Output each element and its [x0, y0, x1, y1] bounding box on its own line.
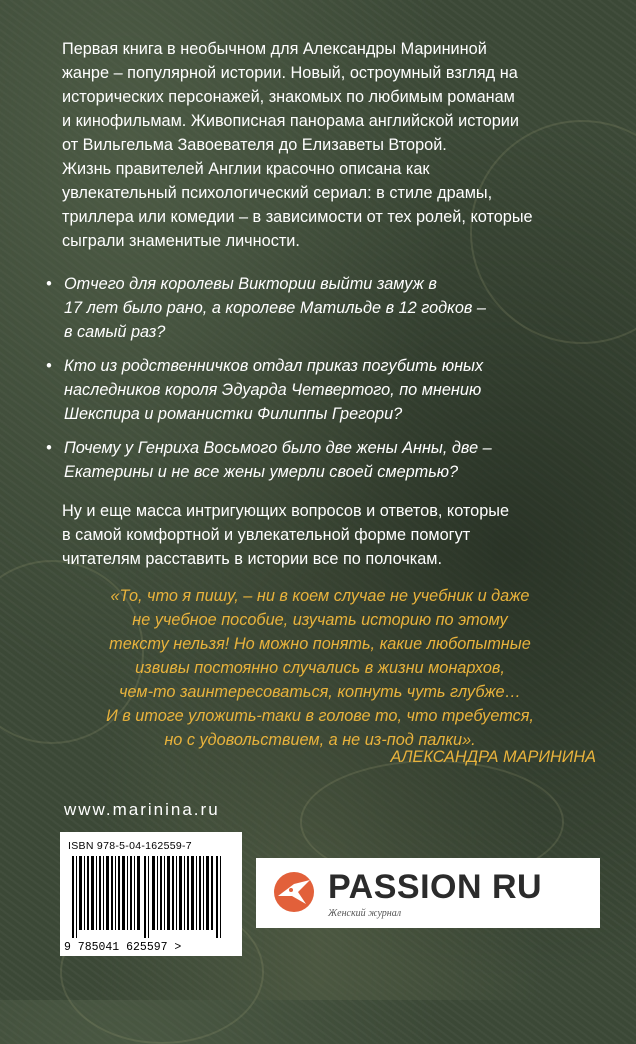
outro-line: в самой комфортной и увлекательной форме помогут	[62, 526, 471, 544]
intro-line: исторических персонажей, знакомых по любимым романам	[62, 88, 515, 106]
quote-line: чем-то заинтересоваться, копнуть чуть глубже…	[119, 683, 521, 701]
quote-line: не учебное пособие, изучать историю по этому	[132, 611, 508, 629]
intro-line: увлекательный психологический сериал: в стиле драмы,	[62, 184, 493, 202]
quote-line: но с удовольствием, а не из-под палки».	[164, 731, 476, 749]
intro-line: и кинофильмам. Живописная панорама английской истории	[62, 112, 519, 130]
outro-paragraph	[62, 499, 602, 571]
question-line: Почему у Генриха Восьмого было две жены Анны, две –	[64, 439, 492, 457]
brand-tagline: Женский журнал	[328, 908, 402, 919]
quote-line: «То, что я пишу, – ни в коем случае не учебник и даже	[110, 587, 530, 605]
brand-name: PASSION RU	[328, 868, 543, 906]
question-item	[46, 272, 606, 344]
question-line: Отчего для королевы Виктории выйти замуж в	[64, 275, 437, 293]
question-line: Шекспира и романистки Филиппы Грегори?	[64, 405, 403, 423]
author-quote	[40, 584, 600, 752]
question-line: в самый раз?	[64, 323, 166, 341]
intro-line: жанре – популярной истории. Новый, остроумный взгляд на	[62, 64, 518, 82]
barcode-panel	[60, 832, 242, 956]
swallow-logo-icon	[270, 870, 318, 914]
website-link[interactable]: www.marinina.ru	[64, 800, 220, 819]
question-line: Кто из родственничков отдал приказ погубить юных	[64, 357, 484, 375]
intro-line: от Вильгельма Завоевателя до Елизаветы Второй.	[62, 136, 447, 154]
intro-line: Жизнь правителей Англии красочно описана как	[62, 160, 430, 178]
barcode-icon	[68, 856, 234, 938]
intro-line: Первая книга в необычном для Александры Марининой	[62, 40, 487, 58]
question-line: наследников короля Эдуарда Четвертого, по мнению	[64, 381, 482, 399]
questions-list	[46, 272, 606, 494]
intro-line: сыграли знаменитые личности.	[62, 232, 300, 250]
outro-line: Ну и еще масса интригующих вопросов и ответов, которые	[62, 502, 510, 520]
bullet-icon: •	[46, 439, 52, 457]
question-item	[46, 354, 606, 426]
question-line: Екатерины и не все жены умерли своей смертью?	[64, 463, 459, 481]
quote-line: извивы постоянно случались в жизни монархов,	[135, 659, 505, 677]
brand-panel	[256, 858, 600, 928]
bullet-icon: •	[46, 357, 52, 375]
outro-line: читателям расставить в истории все по полочкам.	[62, 550, 443, 568]
bullet-icon: •	[46, 275, 52, 293]
isbn-number: ISBN 978-5-04-162559-7	[68, 840, 192, 852]
intro-paragraph	[62, 37, 602, 253]
quote-author: АЛЕКСАНДРА МАРИНИНА	[390, 748, 596, 766]
ean-digits: 9 785041 625597 >	[64, 941, 238, 954]
question-item	[46, 436, 606, 484]
question-line: 17 лет было рано, а королеве Матильде в 12 годков –	[64, 299, 486, 317]
quote-line: И в итоге уложить-таки в голове то, что требуется,	[106, 707, 534, 725]
quote-line: тексту нельзя! Но можно понять, какие любопытные	[109, 635, 531, 653]
intro-line: триллера или комедии – в зависимости от тех ролей, которые	[62, 208, 533, 226]
